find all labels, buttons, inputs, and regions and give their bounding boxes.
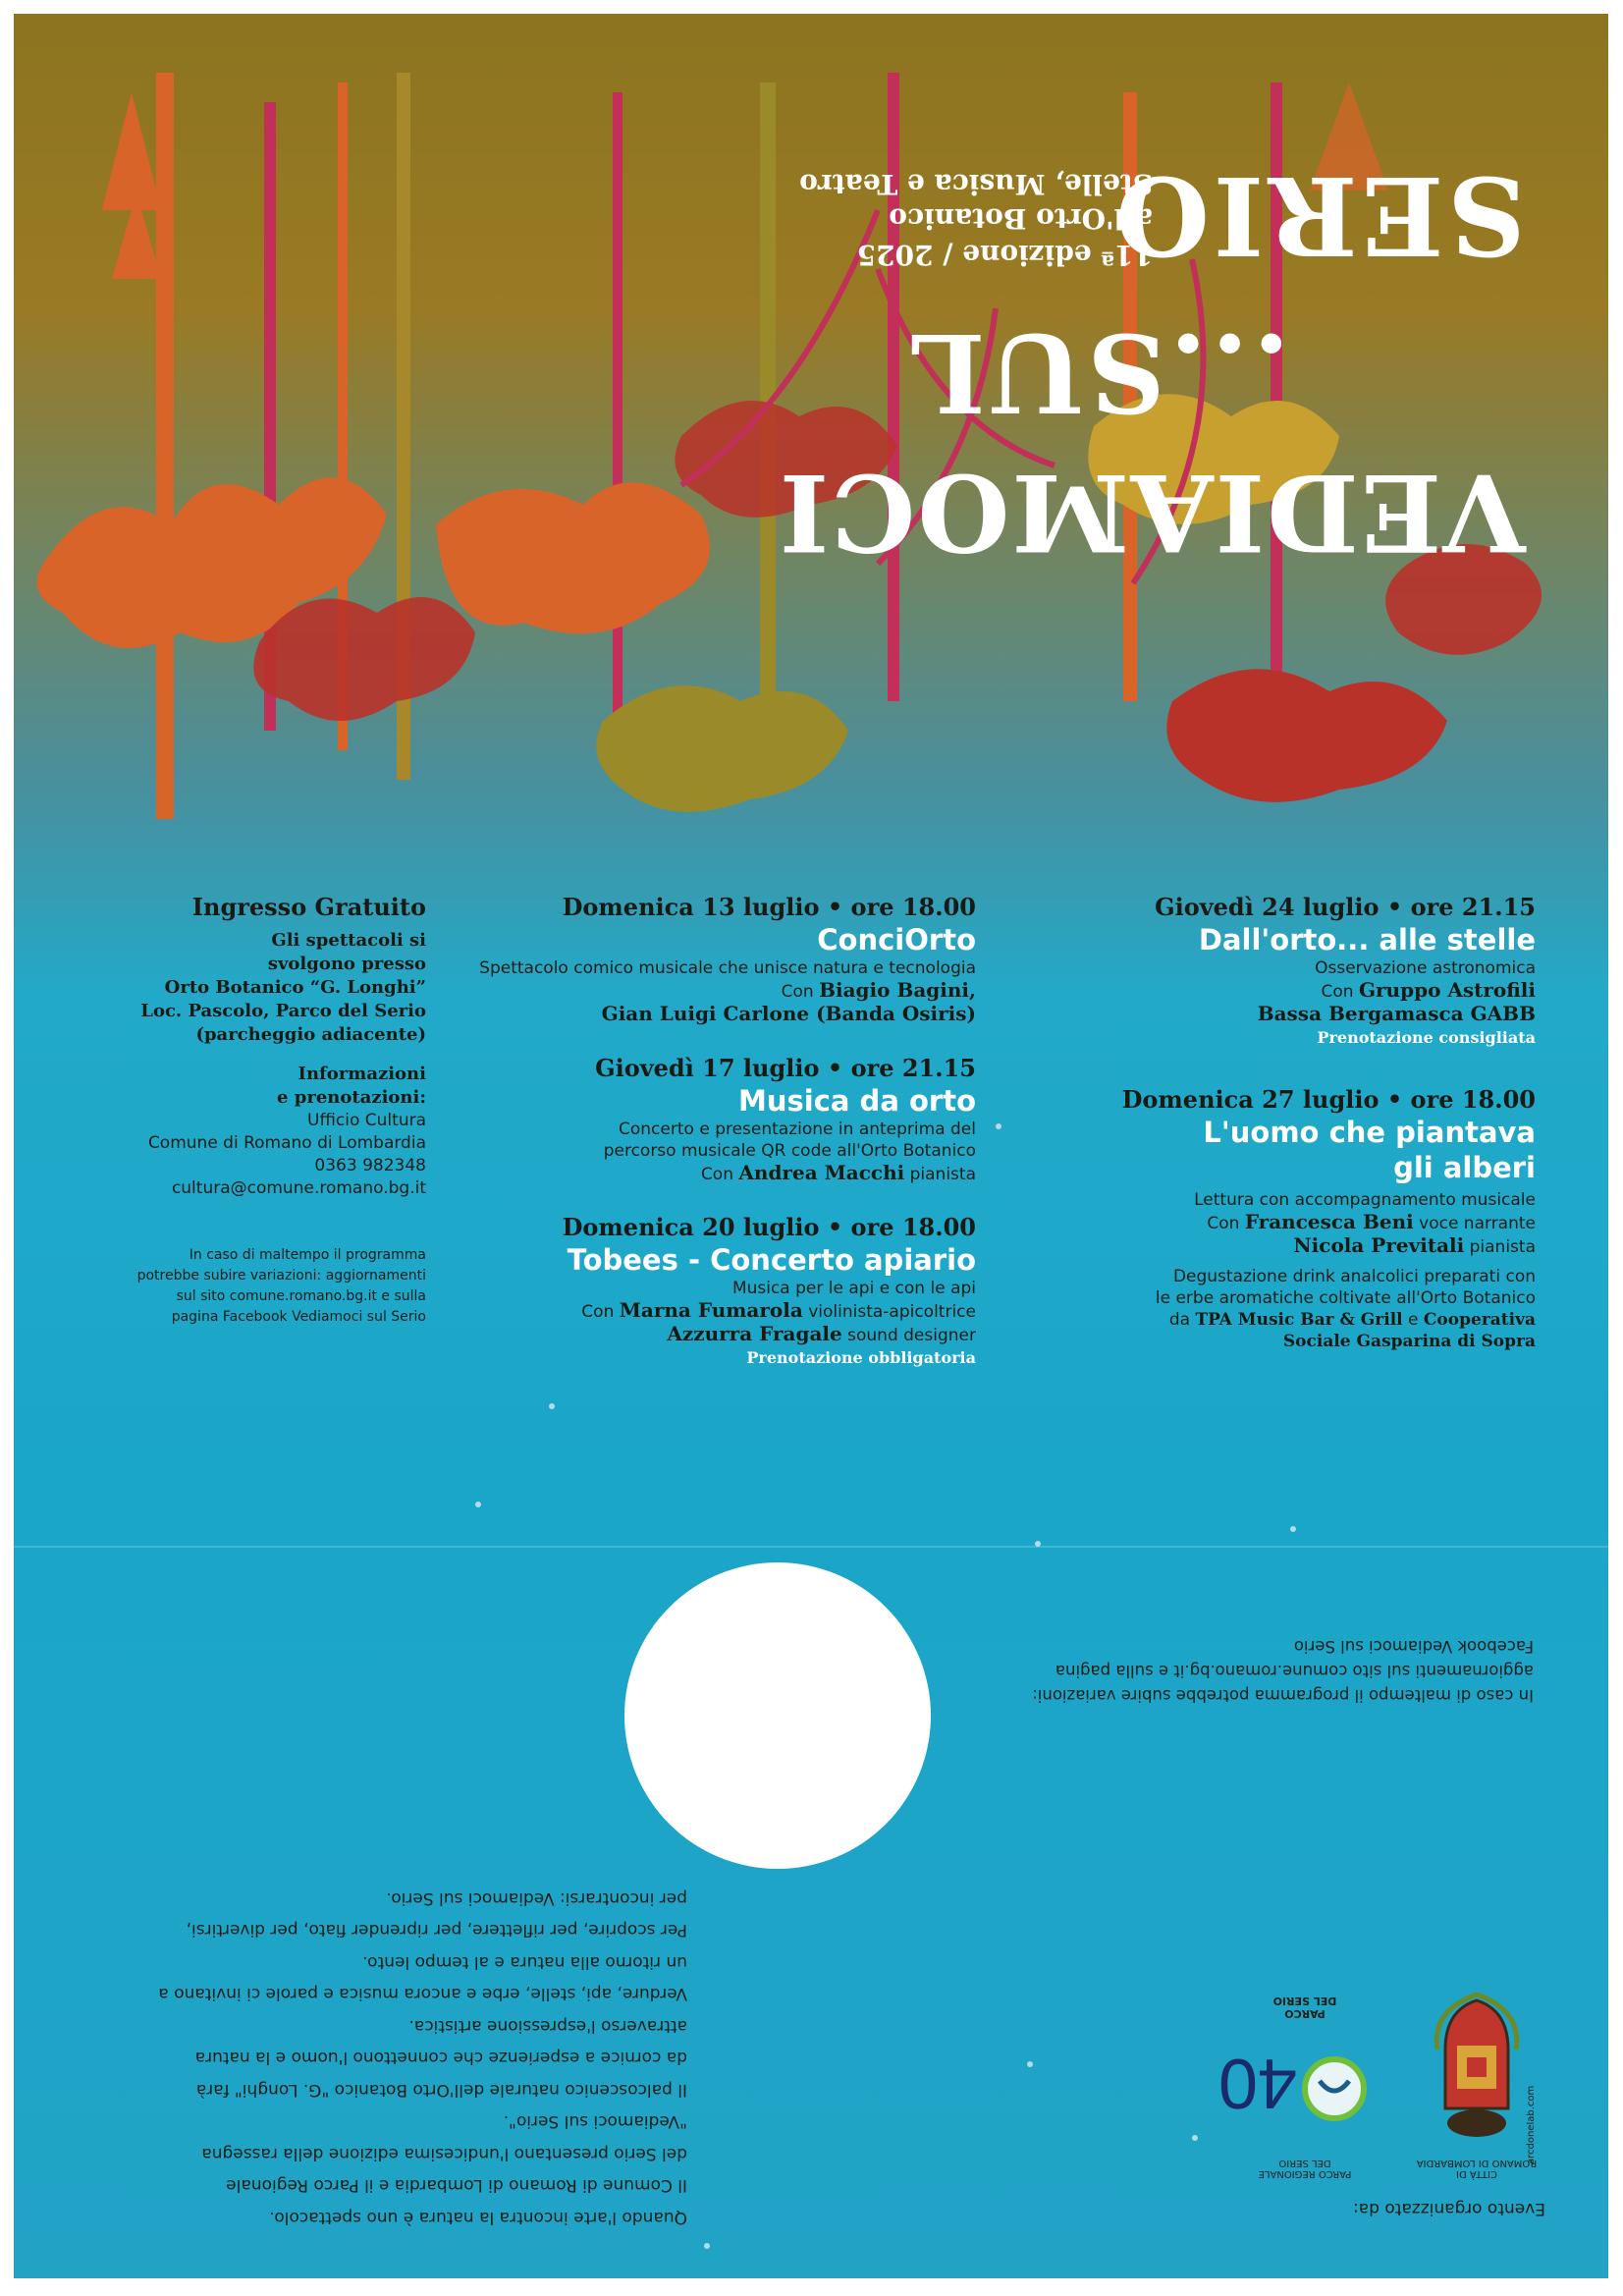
star-dot <box>549 1403 555 1409</box>
event-performers <box>446 979 976 1003</box>
intro-line: Quando l'arte incontra la natura è uno spettacolo. <box>269 2208 687 2227</box>
venue-line: Loc. Pascolo, Parco del Serio <box>140 1001 426 1021</box>
performer-role: pianista <box>909 1165 976 1184</box>
con-label: Con <box>581 1302 615 1322</box>
event-performers <box>446 1003 976 1026</box>
parco-logo-line: DEL SERIO <box>1272 1995 1337 2007</box>
events-column-middle <box>446 893 976 1370</box>
tasting-partners <box>1005 1331 1536 1352</box>
weather-note-line: pagina Facebook Vediamoci sul Serio <box>171 1309 426 1325</box>
event-title: L'uomo che piantava <box>1203 1116 1536 1149</box>
intro-line: Il palcoscenico naturale dell'Orto Botanico "G. Longhi" farà <box>195 2080 687 2100</box>
title-vediamoci: VEDIAMOCI <box>777 450 1526 574</box>
con-label: Con <box>700 1165 733 1184</box>
intro-line: Verdure, api, stelle, erbe e ancora musica e parole ci invitano a <box>158 1984 687 2004</box>
venue-line: Gli spettacoli si <box>271 930 426 951</box>
subtitle-line2: all'Orto Botanico <box>889 202 1153 235</box>
title-serio: SERIO <box>1111 152 1526 279</box>
con-label: Con <box>1321 982 1354 1002</box>
title-sul: ...SUL <box>905 309 1290 436</box>
star-dot <box>996 1123 1001 1129</box>
star-dot <box>1192 2135 1198 2141</box>
event-item <box>1005 1085 1536 1352</box>
organizer-label: Evento organizzato da: <box>1353 2199 1545 2218</box>
weather-note-line: In caso di maltempo il programma potrebbe subire variazioni: <box>1032 1686 1534 1705</box>
performer-role: pianista <box>1469 1237 1536 1257</box>
event-item <box>446 1213 976 1370</box>
event-performers <box>446 1162 976 1185</box>
event-desc: Osservazione astronomica <box>1315 958 1536 978</box>
subtitle-line1: Stelle, Musica e Teatro <box>799 168 1153 200</box>
info-line: Ufficio Cultura <box>307 1111 426 1130</box>
da-label: da <box>1168 1310 1191 1330</box>
intro-line: "Vediamoci sul Serio". <box>503 2111 687 2132</box>
performer-role: voce narrante <box>1419 1214 1536 1233</box>
partner-name: Cooperativa <box>1423 1310 1536 1330</box>
info-line: Comune di Romano di Lombardia <box>147 1133 426 1153</box>
performer-name: Nicola Previtali <box>1293 1233 1465 1257</box>
tasting-desc: le erbe aromatiche coltivate all'Orto Botanico <box>1155 1288 1536 1308</box>
info-column <box>112 893 426 1328</box>
events-column-right <box>1005 893 1536 1352</box>
poster-title-block <box>721 141 1545 574</box>
event-desc: Lettura con accompagnamento musicale <box>1194 1190 1536 1210</box>
star-dot <box>1027 2061 1033 2067</box>
con-label: Con <box>781 982 814 1002</box>
event-desc: Spettacolo comico musicale che unisce natura e tecnologia <box>479 958 976 978</box>
event-performers <box>1005 979 1536 1003</box>
star-dot <box>704 2243 710 2249</box>
svg-text:40: 40 <box>1217 2044 1297 2122</box>
tasting-desc: Degustazione drink analcolici preparati con <box>1172 1267 1536 1286</box>
performer-role: violinista-apicoltrice <box>808 1302 976 1322</box>
intro-line: Per scoprire, per riflettere, per riprender fiato, per divertirsi, <box>186 1920 687 1941</box>
parco-logo-caption: DEL SERIO <box>1278 2158 1331 2168</box>
intro-paragraph <box>158 1860 687 2233</box>
moon-circle <box>624 1562 931 1869</box>
event-date: Giovedì 17 luglio • ore 21.15 <box>595 1054 976 1082</box>
performer-name: Andrea Macchi <box>738 1161 905 1184</box>
performer-name: Biagio Bagini, <box>819 978 976 1002</box>
event-title: gli alberi <box>1393 1151 1536 1184</box>
intro-line: per incontrarsi: Vediamoci sul Serio. <box>386 1888 687 1908</box>
tasting-partners <box>1005 1309 1536 1331</box>
performer-name: Bassa Bergamasca GABB <box>1257 1002 1536 1025</box>
coat-of-arms-icon <box>1428 1991 1526 2148</box>
event-performers <box>446 1323 976 1346</box>
booking-note: Prenotazione consigliata <box>1317 1028 1536 1047</box>
star-dot <box>475 1502 481 1507</box>
event-performers <box>1005 1211 1536 1234</box>
performer-name: Gruppo Astrofili <box>1358 978 1536 1002</box>
event-title: Tobees - Concerto apiario <box>567 1243 976 1277</box>
venue-line: Orto Botanico “G. Longhi” <box>164 977 426 998</box>
comune-logo-line: CITTÀ DI <box>1456 2168 1497 2179</box>
performer-name: Francesca Beni <box>1244 1210 1414 1233</box>
poster <box>14 14 1608 2278</box>
event-performers <box>1005 1234 1536 1258</box>
comune-logo <box>1408 1991 1545 2179</box>
subtitle-line3: 11ª edizione / 2025 <box>856 239 1153 271</box>
event-date: Domenica 13 luglio • ore 18.00 <box>562 893 976 921</box>
weather-note-line: potrebbe subire variazioni: aggiornamenti <box>136 1268 426 1284</box>
event-item <box>1005 893 1536 1050</box>
weather-note-line: aggiornamenti sul sito comune.romano.bg.it e sulla pagina <box>1055 1662 1534 1680</box>
info-heading: Informazioni <box>298 1064 426 1084</box>
phone-number: 0363 982348 <box>314 1156 426 1175</box>
parco-logo <box>1217 1995 1379 2179</box>
booking-note: Prenotazione obbligatoria <box>746 1348 976 1367</box>
venue-line: svolgono presso <box>267 954 426 974</box>
free-entry-heading: Ingresso Gratuito <box>191 893 426 921</box>
parco-serio-logo-icon <box>1217 2020 1374 2138</box>
partner-name: TPA Music Bar & Grill <box>1195 1310 1403 1330</box>
star-dot <box>1290 1526 1296 1532</box>
performer-name: Azzurra Fragale <box>667 1322 842 1345</box>
event-date: Domenica 27 luglio • ore 18.00 <box>1121 1085 1536 1114</box>
intro-line: attraverso l'espressione artistica. <box>408 2016 687 2036</box>
parco-logo-line: PARCO <box>1284 2007 1325 2020</box>
event-title: Dall'orto... alle stelle <box>1198 923 1536 957</box>
and-label: e <box>1408 1310 1419 1330</box>
performer-name: Marna Fumarola <box>619 1298 803 1322</box>
bottom-weather-note <box>1013 1619 1534 1708</box>
event-date: Giovedì 24 luglio • ore 21.15 <box>1155 893 1536 921</box>
event-desc: Concerto e presentazione in anteprima del <box>619 1120 976 1139</box>
weather-note-line: In caso di maltempo il programma <box>189 1247 426 1263</box>
parco-logo-caption: PARCO REGIONALE <box>1258 2168 1352 2179</box>
intro-line: Il Comune di Romano di Lombardia e il Parco Regionale <box>226 2175 687 2196</box>
designer-credit: arcdonelab.com <box>1526 2085 1537 2164</box>
fold-line <box>14 1546 1608 1548</box>
venue-line: (parcheggio adiacente) <box>195 1024 426 1045</box>
performer-name: Gian Luigi Carlone (Banda Osiris) <box>601 1002 976 1025</box>
event-performers <box>1005 1003 1536 1026</box>
event-title: Musica da orto <box>738 1084 976 1118</box>
event-desc: Musica per le api e con le api <box>731 1279 976 1298</box>
intro-line: del Serio presentano l'undicesima edizione della rassegna <box>201 2144 687 2163</box>
weather-note-line: sul sito comune.romano.bg.it e sulla <box>176 1288 426 1304</box>
event-item <box>446 1054 976 1185</box>
intro-line: da cornice a esperienze che connettono l'uomo e la natura <box>194 2048 687 2068</box>
event-title: ConciOrto <box>817 923 976 957</box>
intro-line: un ritorno alla natura e al tempo lento. <box>362 1952 687 1972</box>
event-item <box>446 893 976 1026</box>
weather-note-line: Facebook Vediamoci sul Serio <box>1293 1637 1534 1656</box>
event-performers <box>446 1299 976 1323</box>
event-date: Domenica 20 luglio • ore 18.00 <box>562 1213 976 1241</box>
performer-role: sound designer <box>847 1326 976 1345</box>
con-label: Con <box>1207 1214 1240 1233</box>
comune-logo-line: ROMANO DI LOMBARDIA <box>1416 2158 1538 2168</box>
organizer-block <box>1212 1914 1545 2218</box>
info-heading: e prenotazioni: <box>277 1087 426 1108</box>
email-link[interactable]: cultura@comune.romano.bg.it <box>171 1178 426 1198</box>
event-desc: percorso musicale QR code all'Orto Botanico <box>603 1141 976 1161</box>
partner-name: Sociale Gasparina di Sopra <box>1282 1332 1536 1351</box>
